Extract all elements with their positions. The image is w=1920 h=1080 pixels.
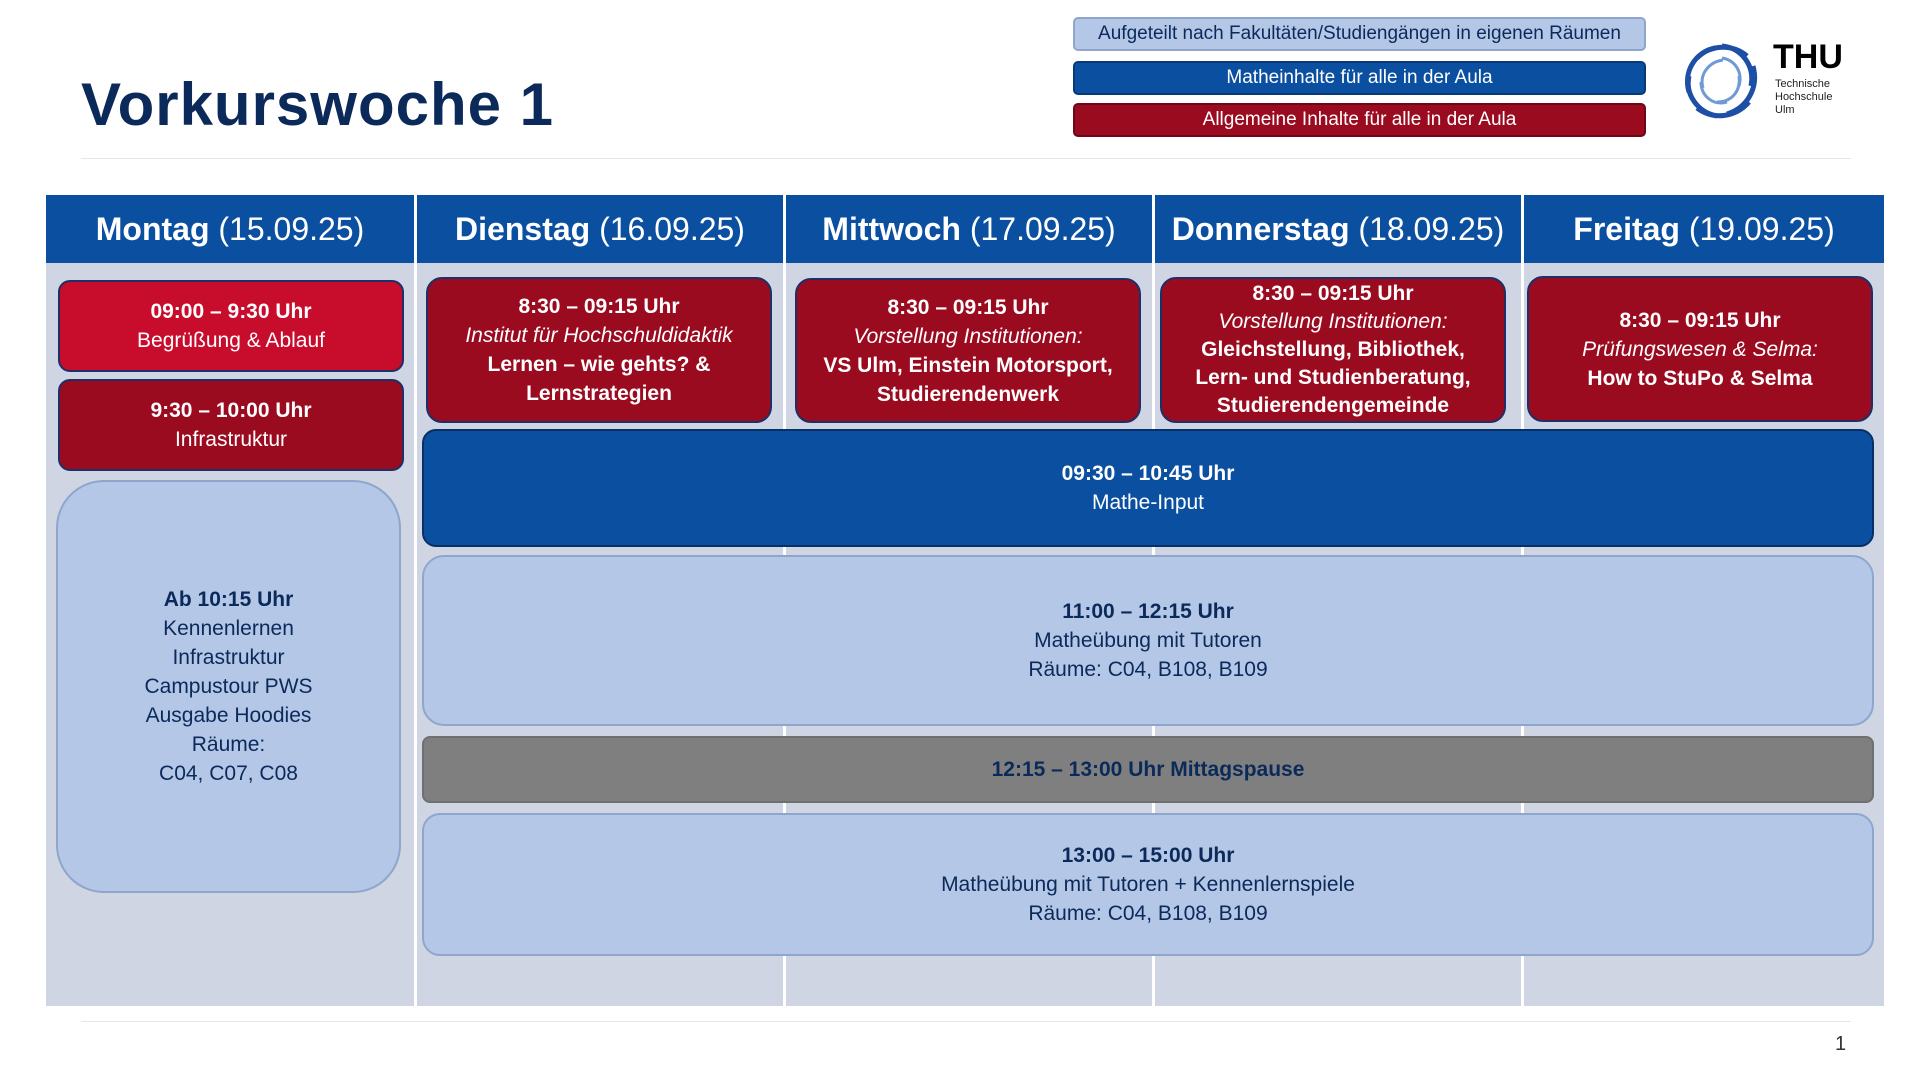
event-afternoon-session: 13:00 – 15:00 Uhr Matheübung mit Tutoren + Kennenlernspiele Räume: C04, B108, B109 — [422, 813, 1874, 956]
page-title: Vorkurswoche 1 — [81, 71, 555, 138]
page-number: 1 — [1835, 1033, 1847, 1055]
legend-math-aula: Matheinhalte für alle in der Aula — [1073, 61, 1646, 95]
top-divider — [81, 158, 1851, 159]
event-monday-afternoon: Ab 10:15 Uhr Kennenlernen Infrastruktur Campustour PWS Ausgabe Hoodies Räume: C04, C07, C08 — [56, 480, 401, 893]
thu-logo — [1677, 36, 1877, 126]
event-friday-morning: 8:30 – 09:15 Uhr Prüfungswesen & Selma: How to StuPo & Selma — [1527, 276, 1873, 422]
column-divider — [414, 195, 417, 1006]
day-header-tuesday: Dienstag (16.09.25) — [417, 195, 783, 263]
bottom-divider — [81, 1021, 1851, 1022]
day-header-thursday: Donnerstag (18.09.25) — [1155, 195, 1521, 263]
event-mittagspause: 12:15 – 13:00 Uhr Mittagspause — [422, 736, 1874, 803]
day-header-monday: Montag (15.09.25) — [46, 195, 414, 263]
event-thursday-morning: 8:30 – 09:15 Uhr Vorstellung Institutionen: Gleichstellung, Bibliothek, Lern- und Studienberatung, Studierendengemeinde — [1160, 277, 1506, 423]
logo-subtitle: Technische Hochschule Ulm — [1775, 78, 1833, 116]
event-mathe-uebung: 11:00 – 12:15 Uhr Matheübung mit Tutoren Räume: C04, B108, B109 — [422, 555, 1874, 726]
event-wednesday-morning: 8:30 – 09:15 Uhr Vorstellung Institutionen: VS Ulm, Einstein Motorsport, Studierendenwerk — [795, 278, 1141, 423]
event-tuesday-morning: 8:30 – 09:15 Uhr Institut für Hochschuldidaktik Lernen – wie gehts? & Lernstrategien — [426, 277, 772, 423]
event-monday-welcome: 09:00 – 9:30 Uhr Begrüßung & Ablauf — [58, 280, 404, 372]
event-mathe-input: 09:30 – 10:45 Uhr Mathe-Input — [422, 429, 1874, 547]
day-header-wednesday: Mittwoch (17.09.25) — [786, 195, 1152, 263]
day-header-friday: Freitag (19.09.25) — [1524, 195, 1884, 263]
thu-swirl-icon — [1677, 36, 1767, 126]
logo-wordmark: THU — [1773, 38, 1843, 76]
legend-general-aula: Allgemeine Inhalte für alle in der Aula — [1073, 103, 1646, 137]
event-monday-infrastructure: 9:30 – 10:00 Uhr Infrastruktur — [58, 379, 404, 471]
legend-faculty-rooms: Aufgeteilt nach Fakultäten/Studiengängen in eigenen Räumen — [1073, 17, 1646, 51]
